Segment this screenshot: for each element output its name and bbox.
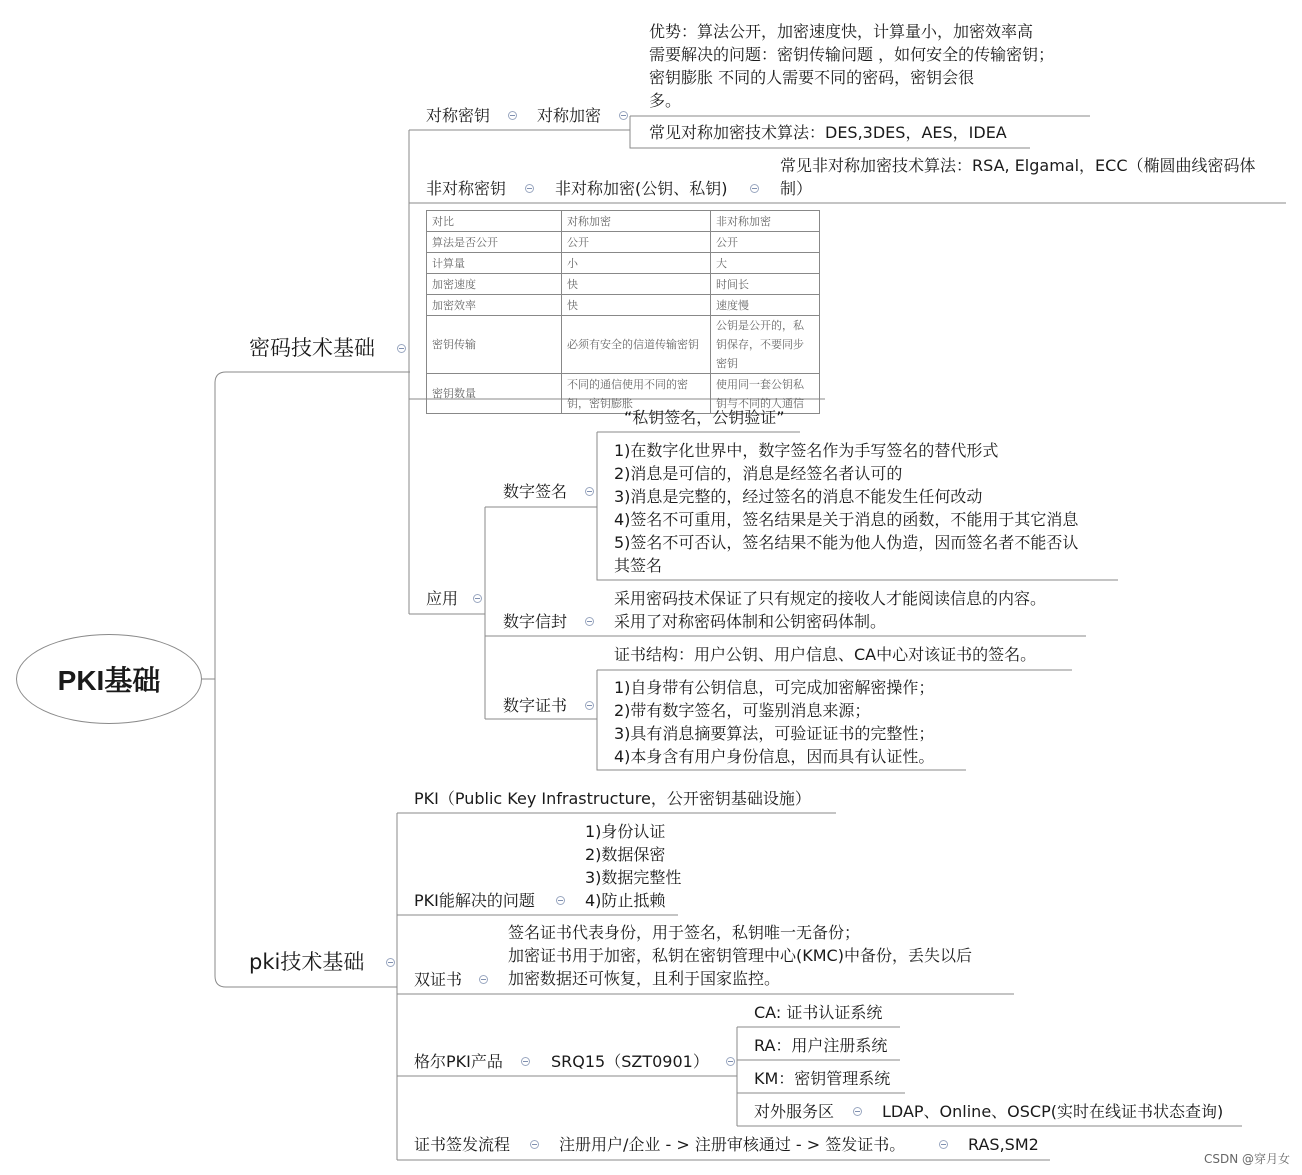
table-cell: 快 (562, 274, 711, 295)
table-cell: 公钥是公开的，私钥保存，不要同步密钥 (711, 316, 820, 374)
pki-solves-points[interactable]: 1)身份认证 2)数据保密 3)数据完整性 4)防止抵赖 (585, 822, 682, 910)
collapse-icon[interactable] (508, 111, 517, 120)
application-node[interactable]: 应用 (426, 589, 459, 608)
table-row (427, 295, 820, 316)
collapse-icon[interactable] (521, 1057, 530, 1066)
digital-signature-node[interactable]: 数字签名 (503, 482, 568, 501)
table-cell: 公开 (562, 232, 711, 253)
collapse-icon[interactable] (397, 344, 406, 353)
table-row (427, 316, 820, 374)
product-model-node[interactable]: SRQ15（SZT0901） (551, 1052, 709, 1071)
collapse-icon[interactable] (750, 184, 759, 193)
symmetric-key-node[interactable]: 对称密钥 (426, 106, 491, 125)
table-cell: 不同的通信使用不同的密钥，密钥膨胀 (562, 374, 711, 414)
asymmetric-note[interactable]: 常见非对称加密技术算法：RSA, Elgamal，ECC（椭圆曲线密码体 制） (780, 156, 1256, 198)
collapse-icon[interactable] (619, 111, 628, 120)
table-cell: 大 (711, 253, 820, 274)
table-cell: 密钥数量 (427, 374, 562, 414)
collapse-icon[interactable] (530, 1140, 539, 1149)
table-row (427, 232, 820, 253)
table-cell: 速度慢 (711, 295, 820, 316)
watermark: CSDN @穿月女 (1203, 1152, 1290, 1166)
symmetric-algorithms[interactable]: 常见对称加密技术算法：DES,3DES，AES，IDEA (649, 123, 1007, 142)
pki-solves-node[interactable]: PKI能解决的问题 (414, 891, 535, 910)
symmetric-note[interactable]: 优势：算法公开，加密速度快，计算量小，加密效率高 需要解决的问题：密钥传输问题 ，如何安全的传输密钥； 密钥膨胀 不同的人需要不同的密码，密钥会很 多。 (649, 22, 1055, 110)
asymmetric-key-node[interactable]: 非对称密钥 (426, 179, 507, 198)
product-item-km[interactable]: KM：密钥管理系统 (754, 1069, 891, 1088)
issue-algorithms[interactable]: RAS,SM2 (968, 1135, 1039, 1154)
collapse-icon[interactable] (556, 896, 565, 905)
collapse-icon[interactable] (479, 975, 488, 984)
table-cell: 时间长 (711, 274, 820, 295)
table-cell: 对比 (427, 211, 562, 232)
table-row (427, 253, 820, 274)
root-label: PKI基础 (57, 665, 161, 696)
branch-pki-basics[interactable]: pki技术基础 (249, 950, 365, 974)
issue-flow[interactable]: 注册用户/企业 - > 注册审核通过 - > 签发证书。 (559, 1135, 906, 1154)
koal-pki-product-node[interactable]: 格尔PKI产品 (414, 1052, 503, 1071)
table-cell: 非对称加密 (711, 211, 820, 232)
table-cell: 必须有安全的信道传输密钥 (562, 316, 711, 374)
table-cell: 算法是否公开 (427, 232, 562, 253)
signature-quote[interactable]: “私钥签名，公钥验证” (624, 408, 785, 427)
symmetric-encryption-node[interactable]: 对称加密 (537, 106, 602, 125)
dual-certificate-node[interactable]: 双证书 (414, 970, 463, 989)
collapse-icon[interactable] (386, 958, 395, 967)
dual-certificate-points[interactable]: 签名证书代表身份，用于签名，私钥唯一无备份； 加密证书用于加密，私钥在密钥管理中心(KMC)中备份，丢失以后 加密数据还可恢复，且利于国家监控。 (508, 923, 972, 988)
product-item-ra[interactable]: RA：用户注册系统 (754, 1036, 888, 1055)
collapse-icon[interactable] (585, 487, 594, 496)
certificate-structure[interactable]: 证书结构：用户公钥、用户信息、CA中心对该证书的签名。 (614, 645, 1037, 664)
table-cell: 对称加密 (562, 211, 711, 232)
pki-definition[interactable]: PKI（Public Key Infrastructure，公开密钥基础设施） (414, 789, 811, 808)
issue-process-node[interactable]: 证书签发流程 (414, 1135, 511, 1154)
external-services[interactable]: LDAP、Online、OSCP(实时在线证书状态查询) (882, 1102, 1224, 1121)
collapse-icon[interactable] (525, 184, 534, 193)
asymmetric-encryption-node[interactable]: 非对称加密(公钥、私钥) (555, 179, 728, 198)
table-cell: 密钥传输 (427, 316, 562, 374)
collapse-icon[interactable] (726, 1057, 735, 1066)
branch-crypto-basics[interactable]: 密码技术基础 (249, 336, 375, 360)
table-cell: 使用同一套公钥私钥与不同的人通信 (711, 374, 820, 414)
table-cell: 公开 (711, 232, 820, 253)
root-node[interactable] (16, 634, 202, 724)
comparison-table (426, 210, 820, 414)
digital-certificate-node[interactable]: 数字证书 (503, 696, 568, 715)
product-item-ca[interactable]: CA: 证书认证系统 (754, 1003, 883, 1022)
table-cell: 计算量 (427, 253, 562, 274)
certificate-points[interactable]: 1)自身带有公钥信息，可完成加密解密操作； 2)带有数字签名，可鉴别消息来源； 3)具有消息摘要算法，可验证证书的完整性； 4)本身含有用户身份信息，因而具有认证性。 (614, 678, 935, 766)
signature-points[interactable]: 1)在数字化世界中，数字签名作为手写签名的替代形式 2)消息是可信的，消息是经签名者认可的 3)消息是完整的，经过签名的消息不能发生任何改动 4)签名不可重用，签名结果是关于消息的函数，不能用于其它消息 5)签名不可否认，签名结果不能为他人伪造，因而签名者不能否认 其签名 (614, 441, 1079, 575)
collapse-icon[interactable] (939, 1140, 948, 1149)
collapse-icon[interactable] (585, 617, 594, 626)
table-cell: 小 (562, 253, 711, 274)
digital-envelope-node[interactable]: 数字信封 (503, 612, 568, 631)
collapse-icon[interactable] (585, 701, 594, 710)
table-row (427, 274, 820, 295)
table-cell: 快 (562, 295, 711, 316)
table-row (427, 211, 820, 232)
collapse-icon[interactable] (853, 1107, 862, 1116)
table-cell: 加密效率 (427, 295, 562, 316)
product-item-external[interactable]: 对外服务区 (754, 1102, 835, 1121)
collapse-icon[interactable] (473, 594, 482, 603)
envelope-points[interactable]: 采用密码技术保证了只有规定的接收人才能阅读信息的内容。 采用了对称密码体制和公钥密码体制。 (614, 589, 1047, 631)
table-cell: 加密速度 (427, 274, 562, 295)
